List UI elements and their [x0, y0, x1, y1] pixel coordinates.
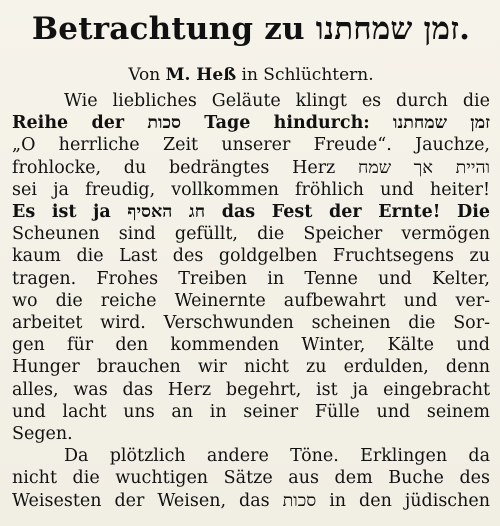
text-line: tragen. Frohes Treiben in Tenne und Kelter, [12, 268, 490, 289]
text-line: nicht die wuchtigen Sätze aus dem Buche des [12, 468, 490, 489]
author-name: M. Heß [165, 65, 237, 85]
text-line: „O herrliche Zeit unserer Freude“. Jauchze, [12, 135, 490, 156]
text-line: Wie liebliches Geläute klingt es durch die [64, 91, 490, 111]
text-line: Da plötzlich andere Töne. Erklingen da [64, 446, 490, 467]
text-line: Segen. [12, 424, 73, 445]
text-line: Reihe der סכות Tage hindurch: זמן שמחתנו [12, 113, 490, 134]
text-line: sei ja freudig, vollkommen fröhlich und heiter! [12, 179, 490, 200]
byline-prefix: Von [128, 65, 161, 85]
text-line: alles, was das Herz begehrt, ist ja eingebracht [12, 379, 490, 400]
author-location: in Schlüchtern. [241, 65, 374, 85]
author-byline [12, 64, 490, 86]
text-line: Hunger brauchen wir nicht zu erdulden, denn [12, 357, 490, 378]
text-line: Weisesten der Weisen, das סכות in den jüdischen [12, 490, 490, 511]
text-line: arbeitet wird. Verschwunden scheinen die Sor- [12, 313, 490, 334]
text-line: wo die reiche Weinernte aufbewahrt und ver- [12, 290, 490, 311]
text-line: kaum die Last des goldgelben Fruchtsegens zu [12, 246, 490, 267]
text-line: frohlocke, du bedrängtes Herz והיית אך שמח [12, 157, 490, 178]
article-title: Betrachtung zu זמן שמחתנו. [31, 11, 471, 47]
text-line: Es ist ja חג האסיף das Fest der Ernte! Die [12, 202, 490, 223]
text-line: und lacht uns an in seiner Fülle und seinem [12, 401, 490, 422]
text-line: Scheunen sind gefüllt, die Speicher vermögen [12, 224, 490, 245]
article-body [12, 90, 490, 512]
text-line: gen für den kommenden Winter, Kälte und [12, 335, 490, 356]
